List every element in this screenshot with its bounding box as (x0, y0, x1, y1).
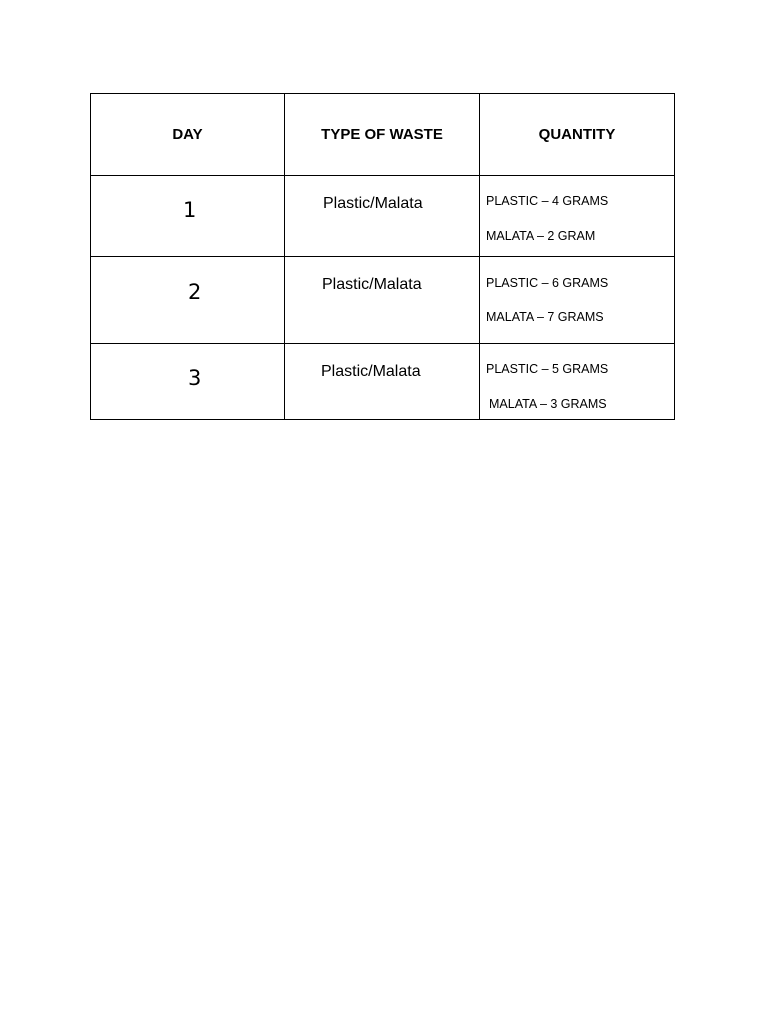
table-row (91, 257, 675, 344)
waste-type: Plastic/Malata (323, 195, 423, 212)
header-quantity: QUANTITY (480, 94, 675, 176)
quantity-plastic: PLASTIC – 4 GRAMS (486, 194, 609, 208)
day-number: 2 (188, 280, 202, 304)
quantity-malata: MALATA – 3 GRAMS (489, 397, 607, 411)
waste-type: Plastic/Malata (321, 363, 421, 380)
header-type-of-waste: TYPE OF WASTE (285, 94, 480, 176)
day-cell (91, 176, 285, 257)
type-cell (285, 344, 480, 420)
waste-type: Plastic/Malata (322, 276, 422, 293)
day-cell (91, 344, 285, 420)
day-number: 3 (188, 366, 202, 390)
table-row (91, 176, 675, 257)
quantity-cell (480, 257, 675, 344)
quantity-malata: MALATA – 2 GRAM (486, 229, 596, 243)
type-cell (285, 176, 480, 257)
quantity-plastic: PLASTIC – 6 GRAMS (486, 276, 609, 290)
day-number: 1 (183, 198, 197, 222)
quantity-cell (480, 176, 675, 257)
table-row (91, 344, 675, 420)
header-day: DAY (91, 94, 285, 176)
quantity-malata: MALATA – 7 GRAMS (486, 310, 604, 324)
type-cell (285, 257, 480, 344)
waste-table (90, 93, 675, 420)
table-header-row (91, 94, 675, 176)
quantity-cell (480, 344, 675, 420)
quantity-plastic: PLASTIC – 5 GRAMS (486, 362, 609, 376)
day-cell (91, 257, 285, 344)
